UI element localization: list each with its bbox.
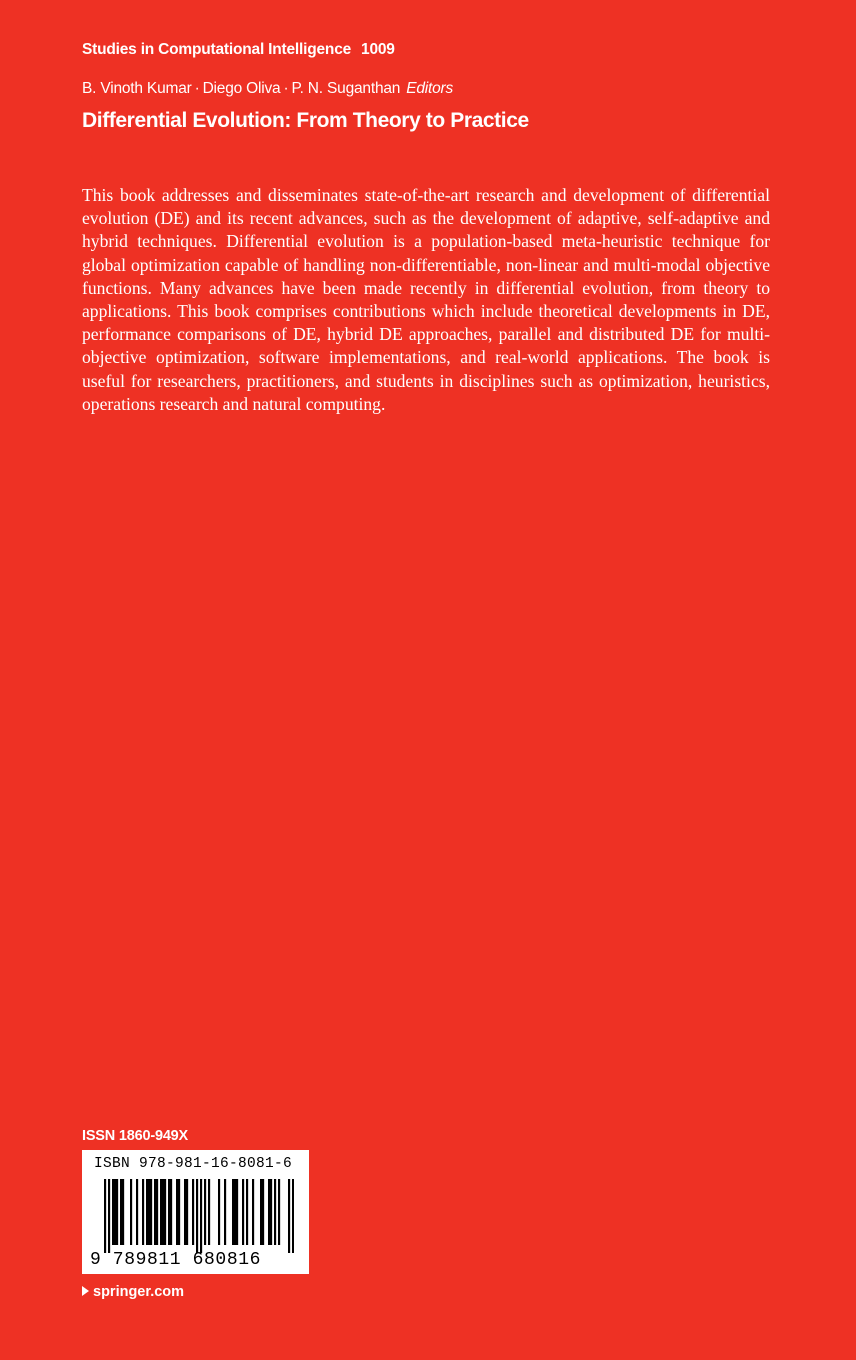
- barcode-bar: [162, 1179, 164, 1245]
- barcode-bar: [120, 1179, 122, 1245]
- barcode-bar: [136, 1179, 138, 1245]
- barcode-bar: [208, 1179, 210, 1245]
- editor-name: P. N. Suganthan: [291, 80, 401, 97]
- barcode-bar: [170, 1179, 172, 1245]
- barcode-bar: [116, 1179, 118, 1245]
- barcode-bar: [252, 1179, 254, 1245]
- barcode-bar: [218, 1179, 220, 1245]
- barcode-bar: [178, 1179, 180, 1245]
- barcode-bar: [156, 1179, 158, 1245]
- barcode-bar: [278, 1179, 280, 1245]
- barcode-bar: [108, 1179, 110, 1253]
- publisher-link[interactable]: [82, 1284, 184, 1300]
- barcode-box: [82, 1150, 309, 1274]
- issn-label: ISSN 1860-949X: [82, 1128, 189, 1144]
- editor-name: Diego Oliva: [202, 80, 281, 97]
- publisher-link-text: springer.com: [93, 1284, 185, 1300]
- editor-separator: ·: [283, 80, 289, 97]
- barcode-bar: [186, 1179, 188, 1245]
- barcode-bar: [146, 1179, 148, 1245]
- barcode-bar: [168, 1179, 170, 1245]
- barcode-bars: [104, 1179, 294, 1253]
- barcode-bar: [122, 1179, 124, 1245]
- barcode-bar: [242, 1179, 244, 1245]
- barcode-bar: [200, 1179, 202, 1253]
- editors-line: [82, 80, 453, 98]
- barcode-bar: [270, 1179, 272, 1245]
- triangle-right-icon: [82, 1286, 89, 1296]
- barcode-bar: [268, 1179, 270, 1245]
- isbn-label: ISBN 978-981-16-8081-6: [94, 1156, 293, 1172]
- barcode-digits: 9 789811 680816: [90, 1250, 262, 1270]
- barcode-bar: [196, 1179, 198, 1253]
- barcode-bar: [104, 1179, 106, 1253]
- barcode-bar: [288, 1179, 290, 1253]
- barcode-bar: [112, 1179, 114, 1245]
- barcode-bar: [192, 1179, 194, 1245]
- series-number: 1009: [361, 41, 395, 58]
- barcode-bar: [260, 1179, 262, 1245]
- barcode-bar: [204, 1179, 206, 1245]
- barcode-bar: [274, 1179, 276, 1245]
- series-name: Studies in Computational Intelligence: [82, 41, 352, 58]
- barcode-bar: [236, 1179, 238, 1245]
- barcode-bar: [292, 1179, 294, 1253]
- barcode-bar: [160, 1179, 162, 1245]
- book-description: This book addresses and disseminates state-of-the-art research and development of differential evolution (DE) and its recent advances, such as the development of adaptive, self-adaptive and hybrid techniques. Differential evolution is a population-based meta-heuristic technique for global optimization capable of handling non-differentiable, non-linear and multi-modal objective functions. Many advances have been made recently in differential evolution, from theory to applications. This book comprises contributions which include theoretical developments in DE, performance comparisons of DE, hybrid DE approaches, parallel and distributed DE for multi-objective optimization, software implementations, and real-world applications. The book is useful for researchers, practitioners, and students in disciplines such as optimization, heuristics, operations research and natural computing.: [82, 185, 770, 414]
- barcode-bar: [184, 1179, 186, 1245]
- editor-separator: ·: [194, 80, 200, 97]
- editors-role: Editors: [406, 80, 454, 97]
- barcode-bar: [224, 1179, 226, 1245]
- series-line: [82, 41, 395, 59]
- barcode-bar: [164, 1179, 166, 1245]
- barcode-bar: [130, 1179, 132, 1245]
- barcode-bar: [246, 1179, 248, 1245]
- book-title: Differential Evolution: From Theory to Practice: [82, 109, 529, 132]
- barcode-bar: [176, 1179, 178, 1245]
- barcode-bar: [262, 1179, 264, 1245]
- barcode-bar: [234, 1179, 236, 1245]
- barcode-bar: [114, 1179, 116, 1245]
- barcode-bar: [148, 1179, 150, 1245]
- barcode-bar: [142, 1179, 144, 1245]
- barcode-bar: [150, 1179, 152, 1245]
- editor-name: B. Vinoth Kumar: [82, 80, 192, 97]
- barcode-bar: [154, 1179, 156, 1245]
- barcode-bar: [232, 1179, 234, 1245]
